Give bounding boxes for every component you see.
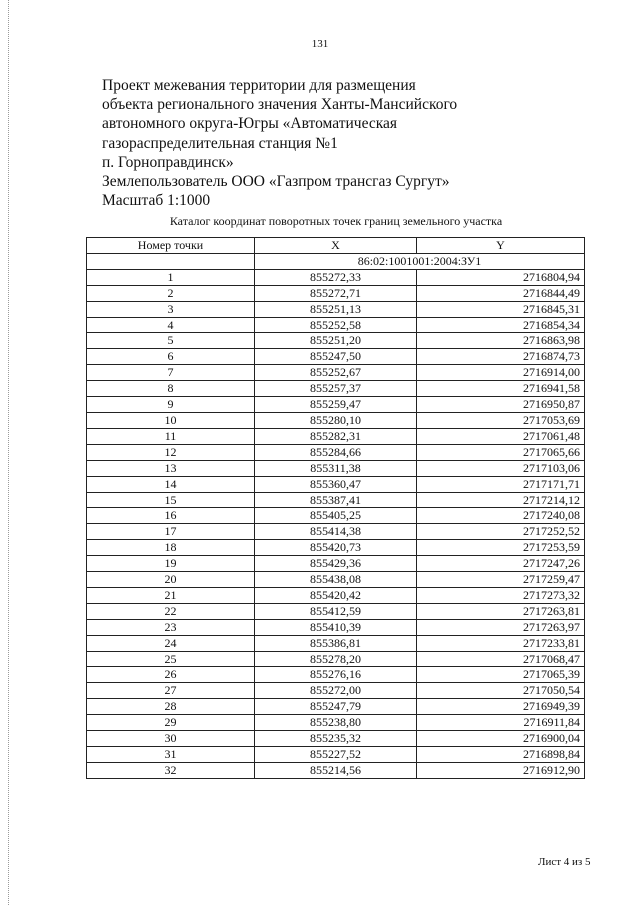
x-coordinate-cell: 855251,13 <box>255 301 417 317</box>
table-row <box>87 333 585 349</box>
table-row <box>87 381 585 397</box>
y-coordinate-cell: 2716898,84 <box>417 747 585 763</box>
x-coordinate-cell: 855387,41 <box>255 492 417 508</box>
x-coordinate-cell: 855251,20 <box>255 333 417 349</box>
x-coordinate-cell: 855282,31 <box>255 428 417 444</box>
table-row <box>87 365 585 381</box>
y-coordinate-cell: 2717171,71 <box>417 476 585 492</box>
y-coordinate-cell: 2717065,66 <box>417 444 585 460</box>
table-row <box>87 603 585 619</box>
title-line: п. Горноправдинск» <box>102 153 234 171</box>
point-number-cell: 9 <box>87 397 255 413</box>
table-row <box>87 619 585 635</box>
x-coordinate-cell: 855252,67 <box>255 365 417 381</box>
document-title <box>102 76 582 210</box>
table-row <box>87 285 585 301</box>
table-row <box>87 699 585 715</box>
y-coordinate-cell: 2716863,98 <box>417 333 585 349</box>
x-coordinate-cell: 855214,56 <box>255 762 417 778</box>
y-coordinate-cell: 2716854,34 <box>417 317 585 333</box>
y-coordinate-cell: 2716804,94 <box>417 269 585 285</box>
point-number-cell: 6 <box>87 349 255 365</box>
table-row <box>87 269 585 285</box>
point-number-cell: 21 <box>87 587 255 603</box>
y-coordinate-cell: 2716950,87 <box>417 397 585 413</box>
table-row <box>87 683 585 699</box>
y-coordinate-cell: 2717240,08 <box>417 508 585 524</box>
table-row <box>87 492 585 508</box>
point-number-cell: 14 <box>87 476 255 492</box>
table-row <box>87 476 585 492</box>
y-coordinate-cell: 2716911,84 <box>417 715 585 731</box>
table-row <box>87 747 585 763</box>
table-row <box>87 317 585 333</box>
point-number-cell: 29 <box>87 715 255 731</box>
parcel-id: 86:02:1001001:2004:ЗУ1 <box>255 253 585 269</box>
point-number-cell: 23 <box>87 619 255 635</box>
parcel-row <box>87 253 585 269</box>
page-edge-line <box>8 0 10 905</box>
x-coordinate-cell: 855405,25 <box>255 508 417 524</box>
y-coordinate-cell: 2717252,52 <box>417 524 585 540</box>
table-row <box>87 587 585 603</box>
point-number-cell: 8 <box>87 381 255 397</box>
table-row <box>87 428 585 444</box>
point-number-cell: 28 <box>87 699 255 715</box>
column-header-point-number: Номер точки <box>87 238 255 254</box>
x-coordinate-cell: 855272,71 <box>255 285 417 301</box>
x-coordinate-cell: 855278,20 <box>255 651 417 667</box>
point-number-cell: 13 <box>87 460 255 476</box>
y-coordinate-cell: 2716949,39 <box>417 699 585 715</box>
y-coordinate-cell: 2717050,54 <box>417 683 585 699</box>
title-line: газораспределительная станция №1 <box>102 134 338 152</box>
column-header-y: Y <box>417 238 585 254</box>
x-coordinate-cell: 855272,33 <box>255 269 417 285</box>
point-number-cell: 12 <box>87 444 255 460</box>
table-row <box>87 715 585 731</box>
table-row <box>87 540 585 556</box>
y-coordinate-cell: 2716941,58 <box>417 381 585 397</box>
point-number-cell: 1 <box>87 269 255 285</box>
y-coordinate-cell: 2716874,73 <box>417 349 585 365</box>
table-caption: Каталог координат поворотных точек границ земельного участка <box>169 214 503 228</box>
table-row <box>87 731 585 747</box>
table-row <box>87 397 585 413</box>
table-header-row <box>87 238 585 254</box>
point-number-cell: 25 <box>87 651 255 667</box>
y-coordinate-cell: 2717259,47 <box>417 572 585 588</box>
point-number-cell: 31 <box>87 747 255 763</box>
point-number-cell: 4 <box>87 317 255 333</box>
x-coordinate-cell: 855238,80 <box>255 715 417 731</box>
x-coordinate-cell: 855420,42 <box>255 587 417 603</box>
title-line: Проект межевания территории для размещения <box>102 77 416 94</box>
table-row <box>87 635 585 651</box>
point-number-cell: 20 <box>87 572 255 588</box>
point-number-cell: 10 <box>87 412 255 428</box>
y-coordinate-cell: 2717068,47 <box>417 651 585 667</box>
point-number-cell: 11 <box>87 428 255 444</box>
sheet-indicator: Лист 4 из 5 <box>538 856 591 868</box>
point-number-cell: 15 <box>87 492 255 508</box>
x-coordinate-cell: 855420,73 <box>255 540 417 556</box>
point-number-cell: 32 <box>87 762 255 778</box>
table-row <box>87 762 585 778</box>
point-number-cell: 5 <box>87 333 255 349</box>
point-number-cell: 2 <box>87 285 255 301</box>
title-line: Масштаб 1:1000 <box>102 192 211 210</box>
x-coordinate-cell: 855276,16 <box>255 667 417 683</box>
x-coordinate-cell: 855280,10 <box>255 412 417 428</box>
title-line: автономного округа-Югры «Автоматическая <box>102 115 398 133</box>
x-coordinate-cell: 855272,00 <box>255 683 417 699</box>
table-row <box>87 667 585 683</box>
point-number-cell: 16 <box>87 508 255 524</box>
table-row <box>87 556 585 572</box>
x-coordinate-cell: 855410,39 <box>255 619 417 635</box>
point-number-cell: 30 <box>87 731 255 747</box>
y-coordinate-cell: 2716912,90 <box>417 762 585 778</box>
table-row <box>87 412 585 428</box>
title-line: объекта регионального значения Ханты-Мансийского <box>102 96 458 114</box>
y-coordinate-cell: 2716914,00 <box>417 365 585 381</box>
point-number-cell: 22 <box>87 603 255 619</box>
page-number: 131 <box>311 38 329 50</box>
y-coordinate-cell: 2717053,69 <box>417 412 585 428</box>
x-coordinate-cell: 855284,66 <box>255 444 417 460</box>
table-row <box>87 524 585 540</box>
point-number-cell: 7 <box>87 365 255 381</box>
x-coordinate-cell: 855438,08 <box>255 572 417 588</box>
y-coordinate-cell: 2717103,06 <box>417 460 585 476</box>
table-row <box>87 460 585 476</box>
y-coordinate-cell: 2717263,81 <box>417 603 585 619</box>
coordinates-table <box>86 237 585 779</box>
point-number-cell: 27 <box>87 683 255 699</box>
point-number-cell: 26 <box>87 667 255 683</box>
y-coordinate-cell: 2717273,32 <box>417 587 585 603</box>
y-coordinate-cell: 2716844,49 <box>417 285 585 301</box>
table-row <box>87 651 585 667</box>
y-coordinate-cell: 2717263,97 <box>417 619 585 635</box>
y-coordinate-cell: 2717214,12 <box>417 492 585 508</box>
title-line: Землепользователь ООО «Газпром трансгаз Сургут» <box>102 173 450 191</box>
x-coordinate-cell: 855259,47 <box>255 397 417 413</box>
x-coordinate-cell: 855247,50 <box>255 349 417 365</box>
y-coordinate-cell: 2717233,81 <box>417 635 585 651</box>
y-coordinate-cell: 2716845,31 <box>417 301 585 317</box>
column-header-x: X <box>255 238 417 254</box>
y-coordinate-cell: 2717065,39 <box>417 667 585 683</box>
x-coordinate-cell: 855386,81 <box>255 635 417 651</box>
x-coordinate-cell: 855360,47 <box>255 476 417 492</box>
x-coordinate-cell: 855252,58 <box>255 317 417 333</box>
point-number-cell: 18 <box>87 540 255 556</box>
table-row <box>87 444 585 460</box>
x-coordinate-cell: 855235,32 <box>255 731 417 747</box>
table-row <box>87 508 585 524</box>
y-coordinate-cell: 2717253,59 <box>417 540 585 556</box>
x-coordinate-cell: 855227,52 <box>255 747 417 763</box>
y-coordinate-cell: 2717247,26 <box>417 556 585 572</box>
x-coordinate-cell: 855257,37 <box>255 381 417 397</box>
x-coordinate-cell: 855414,38 <box>255 524 417 540</box>
x-coordinate-cell: 855429,36 <box>255 556 417 572</box>
y-coordinate-cell: 2717061,48 <box>417 428 585 444</box>
y-coordinate-cell: 2716900,04 <box>417 731 585 747</box>
point-number-cell: 24 <box>87 635 255 651</box>
point-number-cell: 17 <box>87 524 255 540</box>
x-coordinate-cell: 855412,59 <box>255 603 417 619</box>
table-row <box>87 349 585 365</box>
point-number-cell: 19 <box>87 556 255 572</box>
table-row <box>87 572 585 588</box>
table-row <box>87 301 585 317</box>
point-number-cell: 3 <box>87 301 255 317</box>
x-coordinate-cell: 855247,79 <box>255 699 417 715</box>
x-coordinate-cell: 855311,38 <box>255 460 417 476</box>
